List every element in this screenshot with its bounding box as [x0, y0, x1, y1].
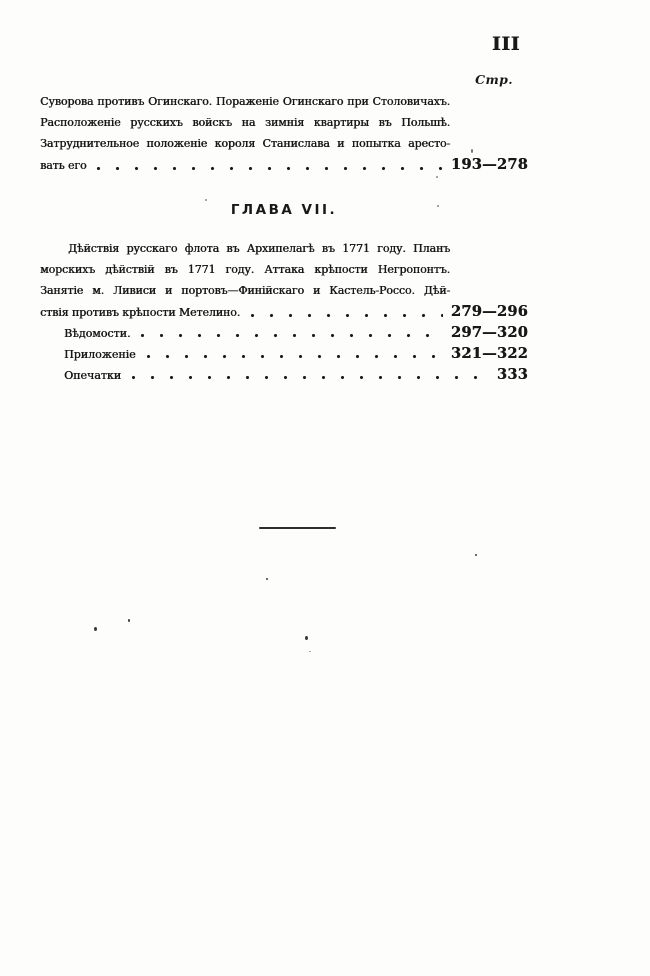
page-column-header: Стр. — [475, 72, 513, 87]
scan-speck — [305, 636, 308, 640]
page-range: 321—322 — [450, 345, 528, 362]
scan-speck — [437, 205, 439, 207]
toc-line: Занятіе м. Ливиси и портовъ—Финійскаго и Кастель-Россо. Дѣй- — [40, 284, 450, 297]
scan-speck — [128, 619, 130, 622]
toc-line: Суворова противъ Огинскаго. Пораженіе Огинскаго при Столовичахъ. — [40, 95, 450, 108]
page-range: 193—278 — [450, 156, 528, 173]
toc-entry-chapter-7 — [40, 238, 528, 323]
scan-speck — [205, 199, 207, 201]
toc-line: Затруднительное положеніе короля Станислава и попытка аресто- — [40, 137, 450, 150]
toc-line-text: вать его — [40, 159, 87, 172]
chapter-heading: ГЛАВА VII. — [230, 202, 338, 218]
toc-line: Расположеніе русскихъ войскъ на зимнія квартиры въ Польшѣ. — [40, 116, 450, 129]
scan-speck — [475, 554, 477, 556]
scan-speck — [471, 149, 473, 153]
toc-item-prilozhenie — [40, 343, 528, 364]
toc-item-vedomosti — [40, 322, 528, 343]
scan-speck — [266, 578, 268, 580]
toc-item-label: Вѣдомости. — [64, 327, 131, 340]
page-range: 279—296 — [450, 303, 528, 320]
page-range: 297—320 — [450, 324, 528, 341]
section-divider-rule — [259, 527, 336, 529]
toc-line: Дѣйствія русскаго флота въ Архипелагѣ въ 1771 году. Планъ — [68, 242, 450, 255]
toc-line: морскихъ дѣйствій въ 1771 году. Аттака крѣпости Негропонтъ. — [40, 263, 450, 276]
toc-item-label: Опечатки — [64, 369, 121, 382]
scan-speck — [436, 176, 438, 178]
scan-speck — [94, 627, 97, 631]
dot-leader — [250, 313, 443, 318]
scan-speck — [309, 651, 311, 652]
dot-leader — [96, 166, 442, 171]
page-number-roman: III — [491, 33, 520, 55]
dot-leader — [131, 375, 489, 380]
toc-entry-continuation — [40, 91, 528, 176]
page-range: 333 — [496, 366, 528, 383]
toc-item-opechatki — [40, 364, 528, 385]
toc-line-with-pages — [40, 154, 528, 176]
toc-item-list — [40, 322, 528, 385]
toc-line-text: ствія противъ крѣпости Метелино. — [40, 306, 241, 319]
dot-leader — [146, 354, 443, 359]
toc-line-with-pages — [40, 301, 528, 323]
dot-leader — [140, 333, 442, 338]
toc-item-label: Приложеніе — [64, 348, 136, 361]
